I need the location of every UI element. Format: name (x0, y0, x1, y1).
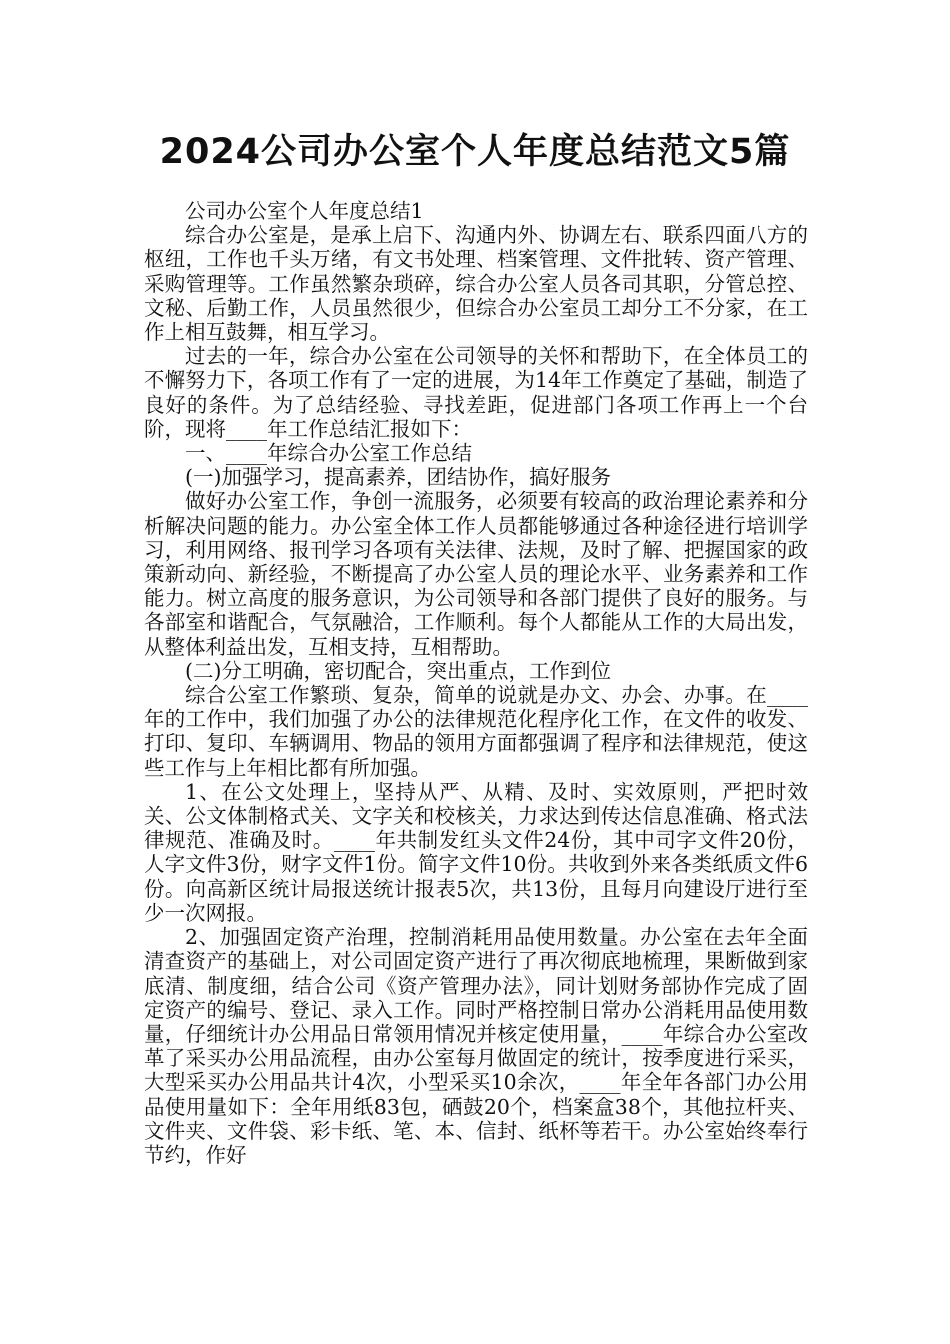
section-heading: 公司办公室个人年度总结1 (185, 199, 424, 223)
subsection-heading: (二)分工明确，密切配合，突出重点，工作到位 (185, 658, 611, 683)
paragraph: 过去的一年，综合办公室在公司领导的关怀和帮助下，在全体员工的不懈努力下，各项工作有了一定的进展，为14年工作奠定了基础，制造了良好的条件。为了总结经验、寻找差距，促进部门各项工作再上一个台阶，现将____年工作总结汇报如下： (144, 344, 808, 441)
paragraph: 1、在公文处理上，坚持从严、从精、及时、实效原则，严把时效关、公文体制格式关、文字关和校核关，力求达到传达信息准确、格式法律规范、准确及时。____年共制发红头文件24份，其中司字文件20份，人字文件3份，财字文件1份。简字文件10份。共收到外来各类纸质文件6份。向高新区统计局报送统计报表5次，共13份，且每月向建设厅进行至少一次网报。 (144, 779, 808, 925)
document-body (144, 199, 808, 1167)
paragraph: 综合公室工作繁琐、复杂，简单的说就是办文、办会、办事。在____年的工作中，我们加强了办公的法律规范化程序化工作，在文件的收发、打印、复印、车辆调用、物品的领用方面都强调了程序和法律规范，使这些工作与上年相比都有所加强。 (144, 683, 808, 780)
subsection-heading: (一)加强学习，提高素养，团结协作，搞好服务 (185, 465, 611, 490)
document-title: 2024公司办公室个人年度总结范文5篇 (159, 132, 791, 172)
paragraph: 做好办公室工作，争创一流服务，必须要有较高的政治理论素养和分析解决问题的能力。办公室全体工作人员都能够通过各种途径进行培训学习，利用网络、报刊学习各项有关法律、法规，及时了解、把握国家的政策新动向、新经验，不断提高了办公室人员的理论水平、业务素养和工作能力。树立高度的服务意识，为公司领导和各部门提供了良好的服务。与各部室和谐配合，气氛融洽，工作顺利。每个人都能从工作的大局出发，从整体利益出发，互相支持，互相帮助。 (144, 489, 808, 659)
section-heading: 一、____年综合办公室工作总结 (185, 441, 472, 466)
paragraph: 综合办公室是，是承上启下、沟通内外、协调左右、联系四面八方的枢纽，工作也千头万绪，有文书处理、档案管理、文件批转、资产管理、采购管理等。工作虽然繁杂琐碎，综合办公室人员各司其职，分管总控、文秘、后勤工作，人员虽然很少，但综合办公室员工却分工不分家，在工作上相互鼓舞，相互学习。 (144, 223, 808, 345)
paragraph: 2、加强固定资产治理，控制消耗用品使用数量。办公室在去年全面清查资产的基础上，对公司固定资产进行了再次彻底地梳理，果断做到家底清、制度细，结合公司《资产管理办法》，同计划财务部协作完成了固定资产的编号、登记、录入工作。同时严格控制日常办公消耗用品使用数量，仔细统计办公用品日常领用情况并核定使用量，____年综合办公室改革了采买办公用品流程，由办公室每月做固定的统计，按季度进行采买，大型采买办公用品共计4次，小型采买10余次，____年全年各部门办公用品使用量如下：全年用纸83包，硒鼓20个，档案盒38个，其他拉杆夹、文件夹、文件袋、彩卡纸、笔、本、信封、纸杯等若干。办公室始终奉行节约，作好 (144, 925, 808, 1167)
